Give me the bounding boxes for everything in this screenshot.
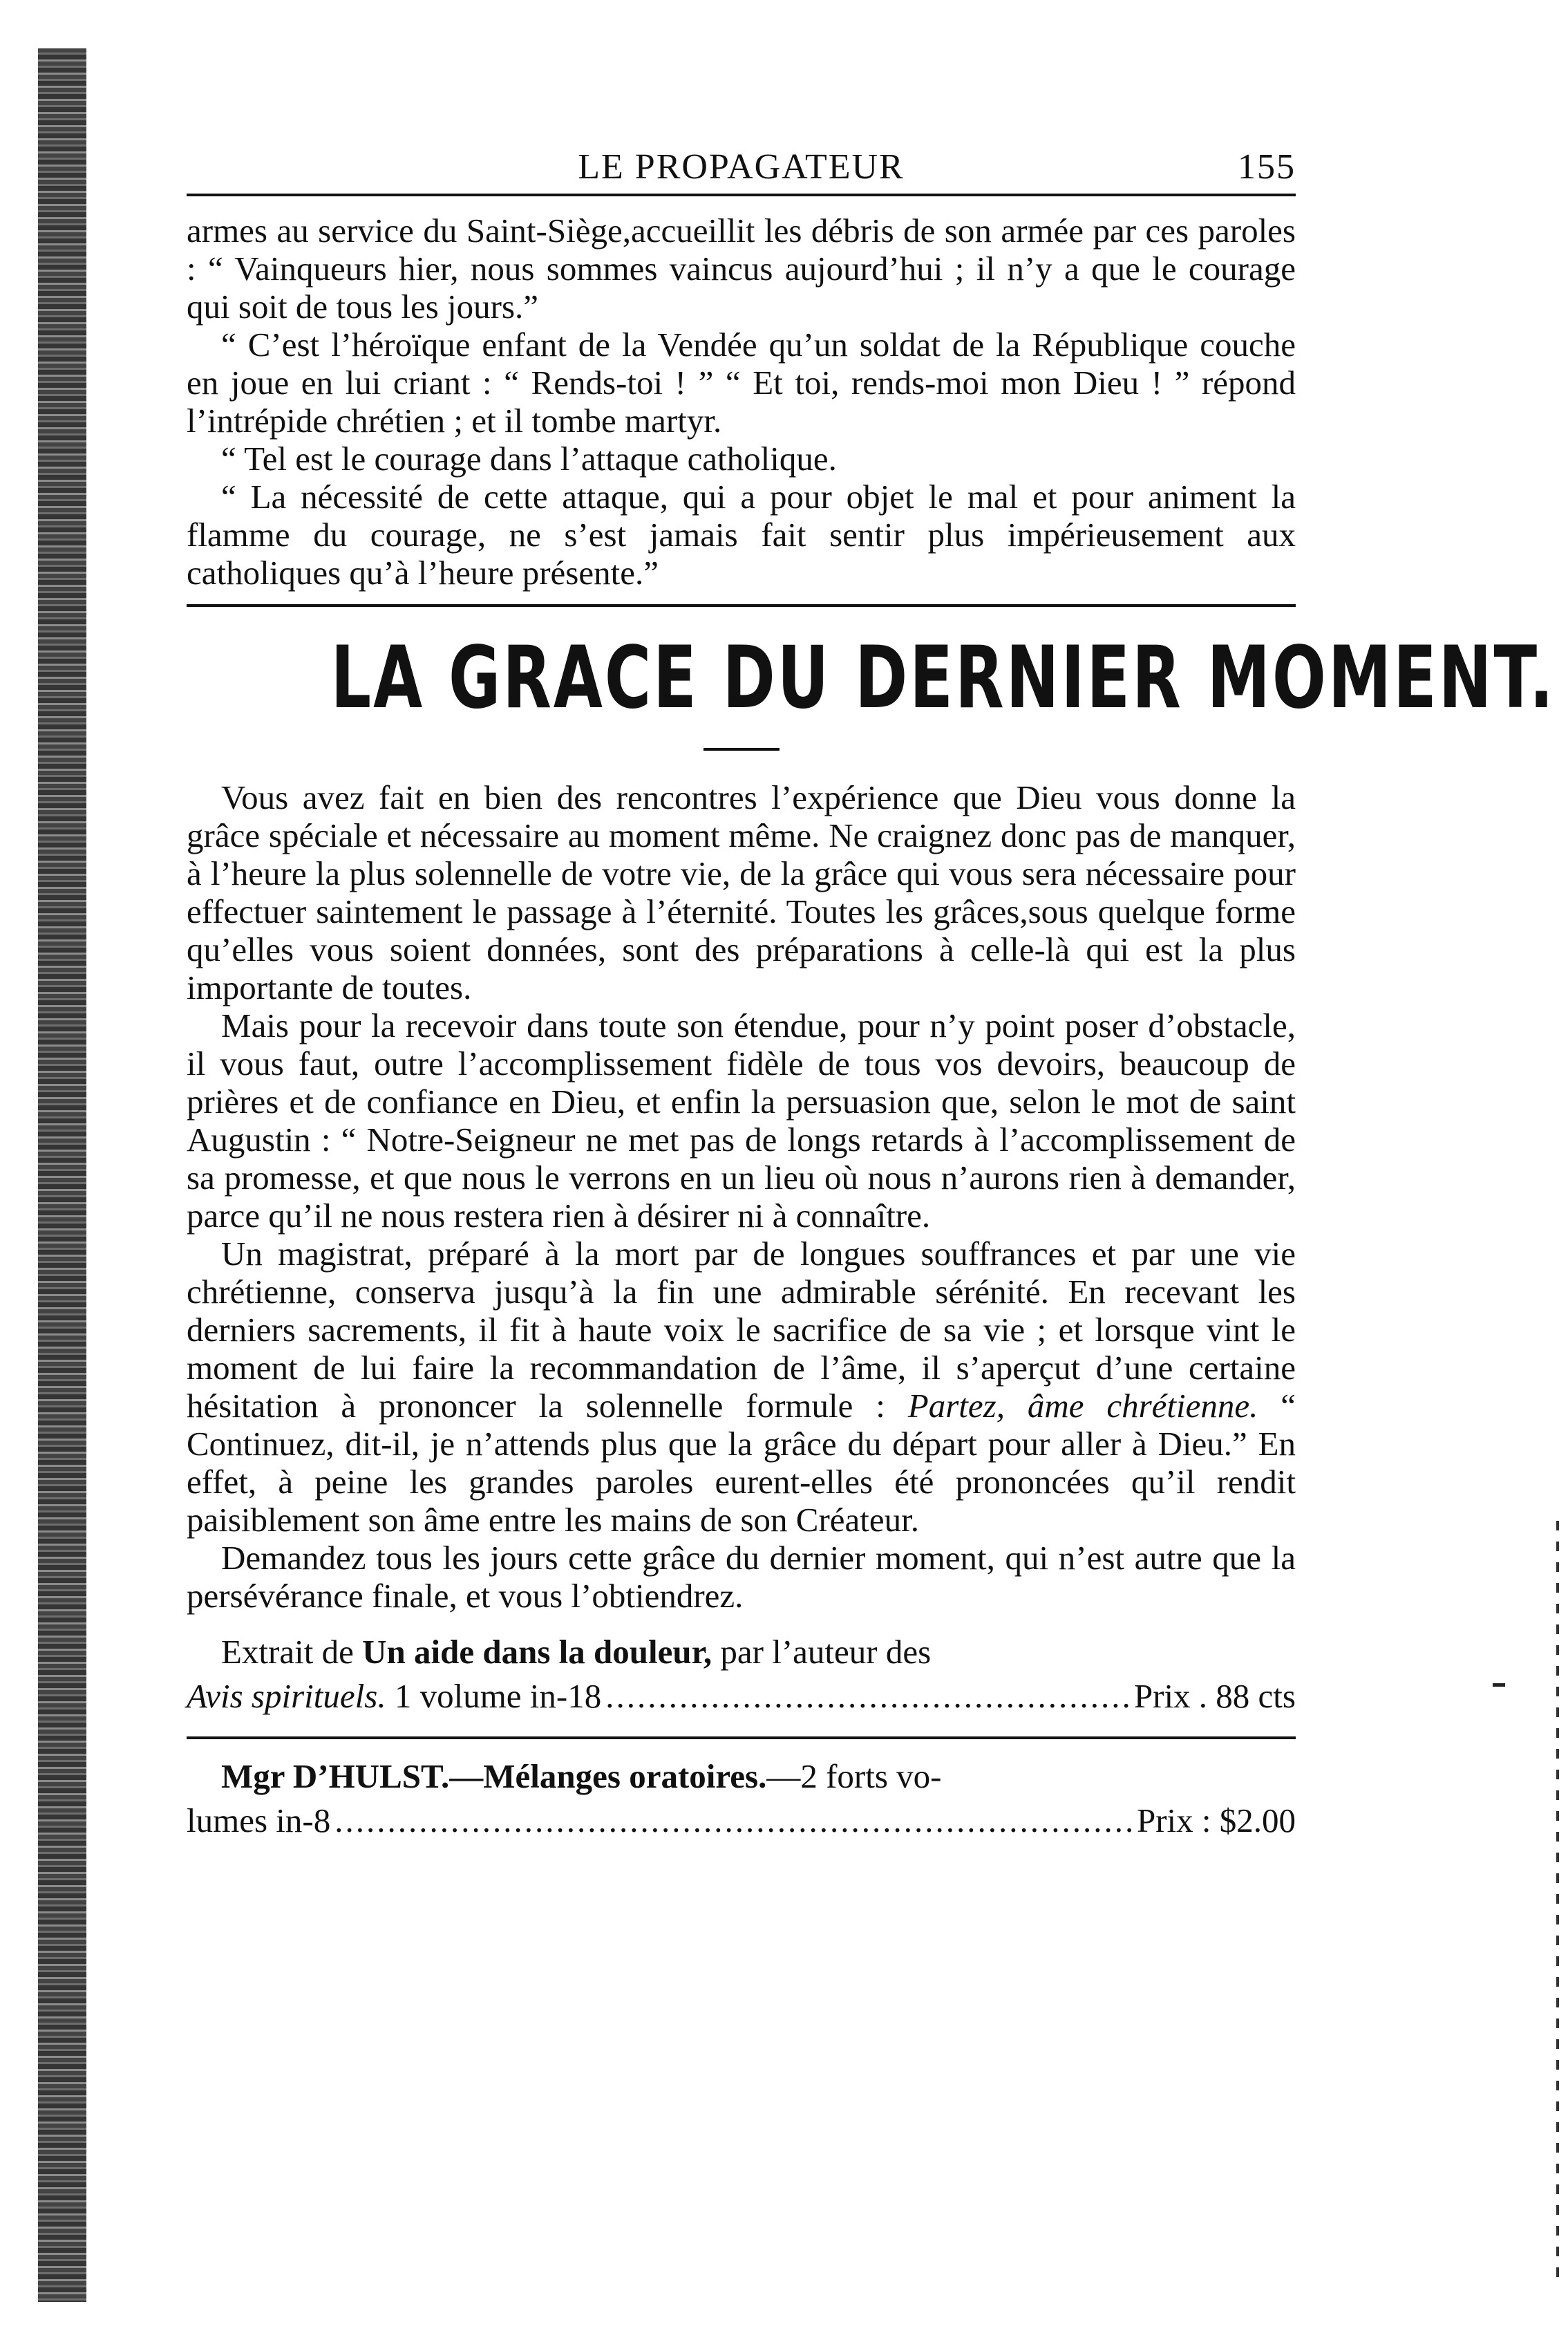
ad-title: —Mélanges oratoires. (449, 1757, 767, 1795)
right-margin-marks (1556, 1521, 1559, 2281)
article-title: LA GRACE DU DERNIER MOMENT. (330, 628, 1556, 728)
source-book-title: Un aide dans la douleur, (362, 1633, 712, 1671)
article-paragraph: Demandez tous les jours cette grâce du dernier moment, qui n’est autre que la persévérance finale, et vous l’obtiendrez. (187, 1539, 1296, 1615)
article-separator-rule (187, 604, 1296, 607)
source-series: Avis spirituels. (187, 1677, 386, 1715)
advertisement-line-2 (187, 1799, 1296, 1843)
source-line-2 (187, 1674, 1296, 1718)
ad-description: —2 forts vo- (766, 1757, 942, 1795)
source-price: Prix . 88 cts (1133, 1677, 1296, 1715)
previous-article-paragraph: “ Tel est le courage dans l’attaque catholique. (221, 440, 837, 478)
paragraph-text: “ Continuez, dit-il, je n’attends plus que la grâce du départ pour aller à Dieu.” En effet, à peine les grandes paroles eurent-elles été prononcées qu’il rendit paisiblement son âme entre les mains de son Créateur. (187, 1387, 1296, 1539)
source-volume: 1 volume in-18 (386, 1677, 602, 1715)
source-line-1 (187, 1630, 1296, 1674)
running-title: LE PROPAGATEUR (578, 147, 905, 187)
dot-leader (334, 1799, 1133, 1843)
article-paragraph: Vous avez fait en bien des rencontres l’expérience que Dieu vous donne la grâce spéciale et nécessaire au moment même. Ne craignez donc pas de manquer, à l’heure la plus solennelle de votre vie, de la grâce qui vous sera nécessaire pour effectuer saintement le passage à l’éternité. Toutes les grâces,sous quelque forme qu’elles vous soient données, sont des préparations à celle-là qui est la plus importante de toutes. (187, 778, 1296, 1006)
page-header (187, 138, 1296, 194)
binding-edge-scan (38, 48, 86, 2302)
title-dash (703, 748, 780, 751)
dot-leader (605, 1674, 1130, 1718)
advertisement-rule (187, 1736, 1296, 1739)
stray-mark (1493, 1683, 1505, 1687)
paragraph-text: Un magistrat, préparé à la mort par de longues souffrances et par une vie chrétienne, conserva jusqu’à la fin une admirable sérénité. En recevant les derniers sacrements, il fit à haute voix le sacrifice de sa vie ; et lorsque vint le moment de lui faire la recommandation de l’âme, il s’aperçut d’une certaine hésitation à prononcer la solennelle formule : (187, 1235, 1296, 1425)
ad-price: Prix : $2.00 (1136, 1801, 1296, 1839)
previous-article-paragraph: “ C’est l’héroïque enfant de la Vendée qu’un soldat de la République couche en joue en lui criant : “ Rends-toi ! ” “ Et toi, rends-moi mon Dieu ! ” répond l’intrépide chrétien ; et il tombe martyr. (187, 326, 1296, 440)
article-body (187, 778, 1296, 1615)
italic-quote: Partez, âme chrétienne. (907, 1387, 1258, 1425)
previous-article (187, 212, 1296, 592)
article-paragraph: Mais pour la recevoir dans toute son étendue, pour n’y point poser d’obstacle, il vous faut, outre l’accomplissement fidèle de tous vos devoirs, beaucoup de prières et de confiance en Dieu, et enfin la persuasion que, selon le mot de saint Augustin : “ Notre-Seigneur ne met pas de longs retards à l’accomplissement de sa promesse, et que nous le verrons en un lieu où nous n’aurons rien à demander, parce qu’il ne nous restera rien à désirer ni à connaître. (187, 1006, 1296, 1235)
page-number: 155 (1238, 147, 1296, 187)
source-suffix: par l’auteur des (712, 1633, 932, 1671)
header-rule (187, 194, 1296, 196)
previous-article-paragraph: armes au service du Saint-Siège,accueillit les débris de son armée par ces paroles : “ Vainqueurs hier, nous sommes vaincus aujourd’hui ; il n’y a que le courage qui soit de tous les jours.” (187, 212, 1296, 326)
page (187, 138, 1556, 1843)
source-prefix: Extrait de (221, 1633, 363, 1671)
previous-article-paragraph: “ La nécessité de cette attaque, qui a pour objet le mal et pour animent la flamme du courage, ne s’est jamais fait sentir plus impérieusement aux catholiques qu’à l’heure présente.” (187, 478, 1296, 592)
article-paragraph (187, 1235, 1296, 1539)
advertisement-line-1 (187, 1754, 1296, 1799)
advertisement (187, 1754, 1296, 1843)
ad-format: lumes in-8 (187, 1801, 331, 1839)
source-citation (187, 1630, 1296, 1718)
ad-author: Mgr D’HULST. (221, 1757, 450, 1795)
